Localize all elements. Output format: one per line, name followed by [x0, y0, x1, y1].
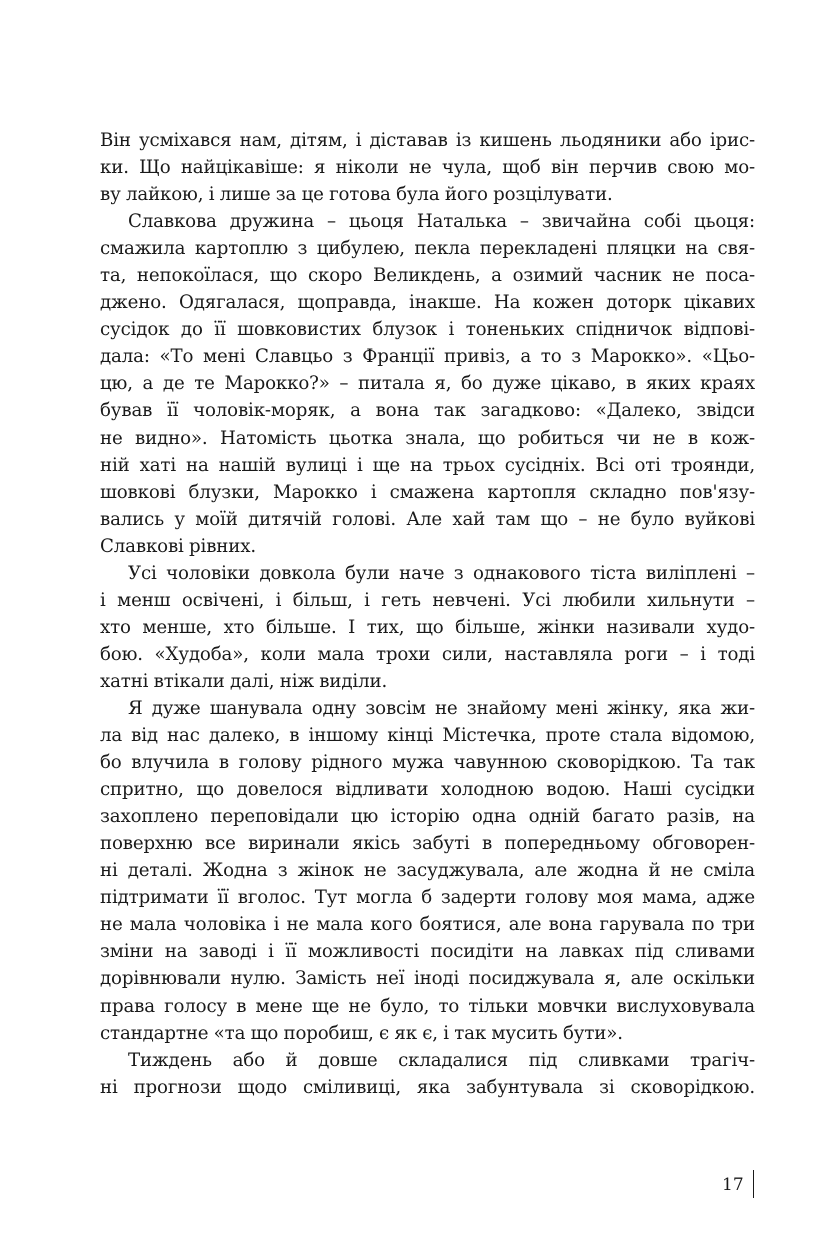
text-line: Я дуже шанувала одну зовсім не знайому мені жінку, яка жи- — [128, 697, 755, 719]
text-line: шовкові блузки, Марокко і смажена картопля складно пов'язу- — [100, 481, 755, 503]
text-line: вались у моїй дитячій голові. Але хай там що – не було вуйкові — [100, 508, 755, 530]
text-line: ні прогнози щодо сміливиці, яка забунтувала зі сковорідкою. — [100, 1076, 755, 1098]
text-line: ву лайкою, і лише за це готова була його розцілувати. — [100, 184, 613, 206]
text-line: захоплено переповідали цю історію одна одній багато разів, на — [100, 806, 755, 828]
text-line: Славкові рівних. — [100, 535, 256, 557]
text-line: стандартне «та що поробиш, є як є, і так мусить бути». — [100, 1022, 623, 1044]
text-line: бою. «Худоба», коли мала трохи сили, наставляла роги – і тоді — [100, 643, 755, 665]
text-line: ні деталі. Жодна з жінок не засуджувала, але жодна й не сміла — [100, 860, 755, 882]
text-line: зміни на заводі і її можливості посидіти на лавках під сливами — [100, 941, 755, 963]
text-line: не мала чоловіка і не мала кого боятися, але вона гарувала по три — [100, 914, 755, 936]
page-number: 17 — [722, 1175, 744, 1195]
text-line: Він усміхався нам, дітям, і діставав із кишень льодяники або ірис- — [100, 130, 755, 151]
text-line: бо влучила в голову рідного мужа чавунною сковорідкою. Та так — [100, 752, 755, 774]
text-line: дорівнювали нулю. Замість неї іноді посиджувала я, але оскільки — [100, 968, 755, 990]
text-line: підтримати її вголос. Тут могла б задерти голову моя мама, адже — [100, 887, 755, 909]
body-text — [100, 127, 755, 1101]
text-line: ла від нас далеко, в іншому кінці Містечка, проте стала відомою, — [100, 725, 755, 747]
page-number-rule — [753, 1170, 754, 1198]
text-line: та, непокоїлася, що скоро Великдень, а озимий часник не поса- — [100, 265, 755, 287]
text-line: джено. Одягалася, щоправда, інакше. На кожен доторк цікавих — [100, 292, 755, 314]
text-line: ки. Що найцікавіше: я ніколи не чула, щоб він перчив свою мо- — [100, 157, 755, 179]
text-line: не видно». Натомість цьотка знала, що робиться чи не в кож- — [100, 427, 755, 449]
text-line: поверхню все виринали якісь забуті в попередньому обговорен- — [100, 833, 755, 855]
text-line: бував її чоловік-моряк, а вона так загадково: «Далеко, звідси — [100, 400, 755, 422]
text-line: і менш освічені, і більш, і геть невчені. Усі любили хильнути – — [100, 589, 755, 611]
text-line: Тиждень або й довше складалися під сливками трагіч- — [128, 1049, 755, 1071]
text-line: хатні втікали далі, ніж виділи. — [100, 670, 388, 692]
text-line: смажила картоплю з цибулею, пекла перекладені пляцки на свя- — [100, 238, 755, 260]
text-line: Усі чоловіки довкола були наче з однакового тіста виліплені – — [128, 562, 755, 584]
text-line: ній хаті на нашій вулиці і ще на трьох сусідніх. Всі оті троянди, — [100, 454, 755, 476]
text-line: права голосу в мене ще не було, то тільки мовчки вислуховувала — [100, 995, 755, 1017]
text-line: цю, а де те Марокко?» – питала я, бо дуже цікаво, в яких краях — [100, 373, 755, 395]
text-line: сусідок до її шовковистих блузок і тоненьких спідничок відпові- — [100, 319, 755, 341]
text-line: дала: «То мені Славцьо з Франції привіз, а то з Марокко». «Цьо- — [100, 346, 755, 368]
text-line: Славкова дружина – цьоця Наталька – звичайна собі цьоця: — [128, 211, 755, 233]
text-line: хто менше, хто більше. І тих, що більше, жінки називали худо- — [100, 616, 755, 638]
text-line: спритно, що довелося відливати холодною водою. Наші сусідки — [100, 779, 755, 801]
